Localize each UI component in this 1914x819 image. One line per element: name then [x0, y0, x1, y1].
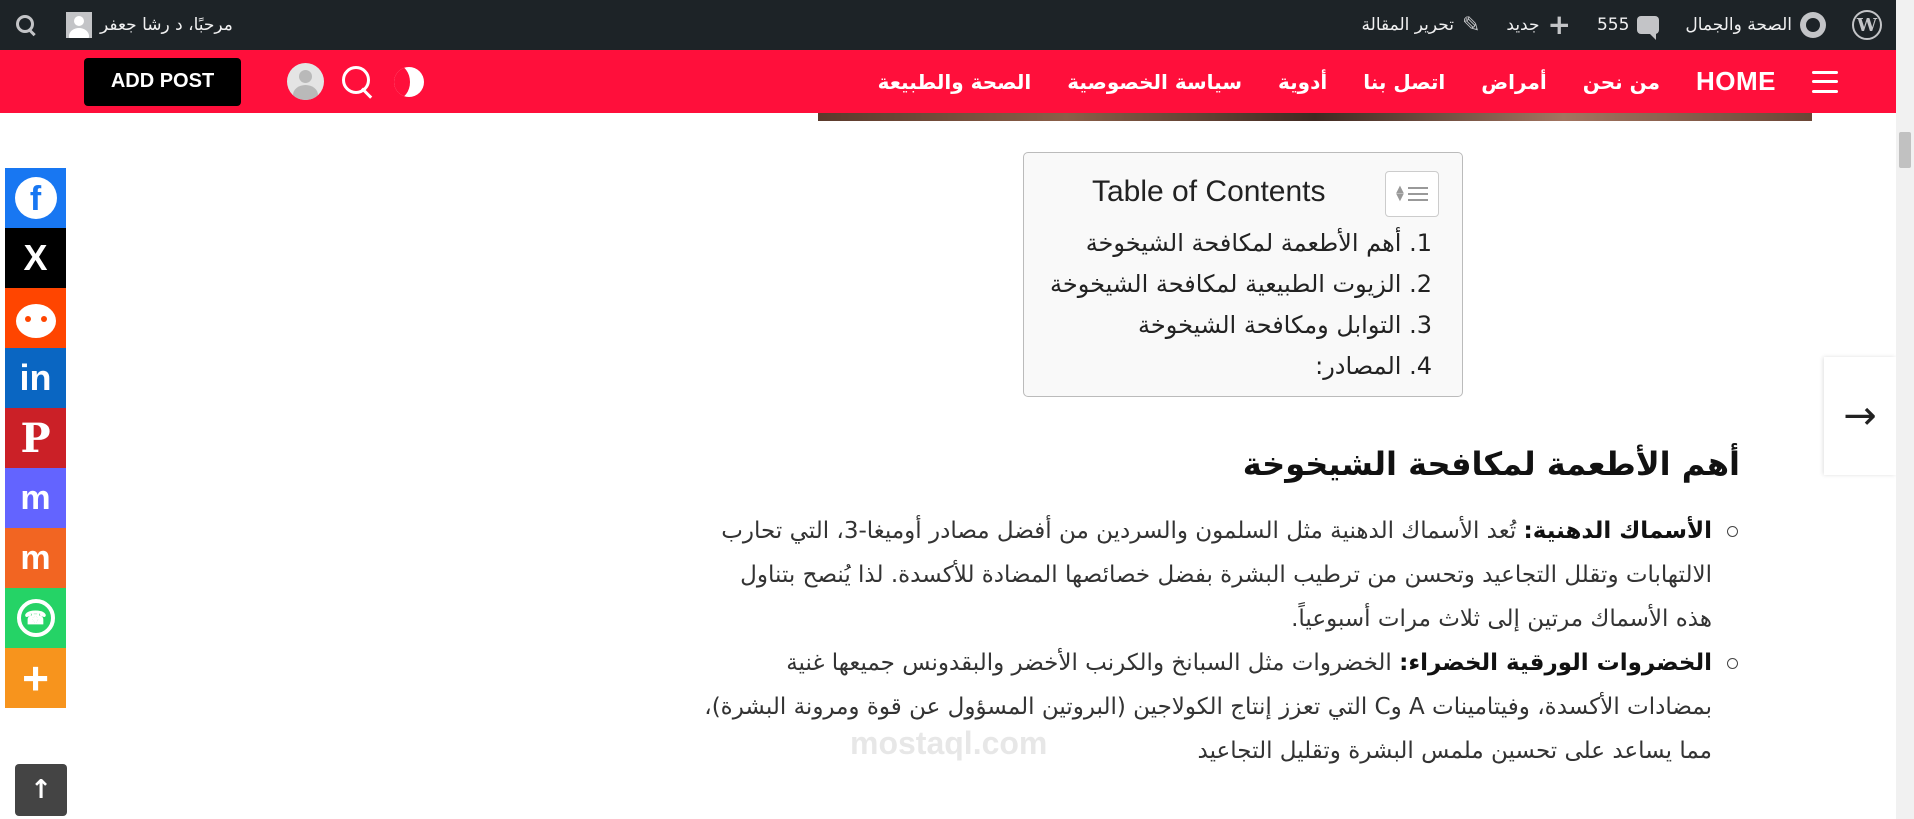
- linkedin-icon: in: [19, 357, 52, 398]
- item-text: الخضروات مثل السبانخ والكرنب الأخضر والبقدونس جميعها غنية بمضادات الأكسدة، وفيتامينات A وC التي تعزز إنتاج الكولاجين (البروتين المسؤول عن قوة ومرونة البشرة)، مما يساعد على تحسين ملمس البشرة وتقليل التجاعيد: [704, 650, 1712, 764]
- reddit-icon: [16, 304, 56, 338]
- dark-mode-toggle-icon[interactable]: [394, 67, 424, 97]
- table-of-contents: [1023, 152, 1463, 397]
- item-term: الخضروات الورقية الخضراء:: [1399, 650, 1712, 676]
- edit-post-menu[interactable]: [1362, 13, 1481, 38]
- toc-item[interactable]: 3. التوابل ومكافحة الشيخوخة: [1137, 311, 1432, 339]
- add-post-button[interactable]: ADD POST: [84, 58, 241, 106]
- reddit-share-button[interactable]: [5, 288, 66, 348]
- pinterest-icon: P: [20, 414, 51, 462]
- whatsapp-icon: ☎: [17, 599, 55, 637]
- comments-menu[interactable]: [1597, 15, 1659, 35]
- back-to-top-button[interactable]: [15, 764, 67, 816]
- toc-list: [1050, 223, 1432, 387]
- toc-toggle-button[interactable]: [1385, 171, 1439, 217]
- facebook-share-button[interactable]: [5, 168, 66, 228]
- mastodon-share-button[interactable]: [5, 468, 66, 528]
- x-icon: X: [23, 237, 48, 278]
- scrollbar-thumb[interactable]: [1899, 132, 1911, 168]
- toc-item[interactable]: 4. المصادر:: [1315, 352, 1432, 380]
- hamburger-menu-icon[interactable]: [1812, 71, 1838, 93]
- item-text: تُعد الأسماك الدهنية مثل السلمون والسردين من أفضل مصادر أوميغا-3، التي تحارب الالتهابات وتقلل التجاعيد وتحسن من ترطيب البشرة بفضل خصائصها المضادة للأكسدة. لذا يُنصح بتناول هذه الأسماك مرتين إلى ثلاث مرات أسبوعياً.: [721, 518, 1712, 632]
- arrow-right-icon: →: [1843, 393, 1877, 439]
- facebook-icon: f: [15, 177, 57, 219]
- list-icon: [1408, 187, 1428, 201]
- toc-item[interactable]: 2. الزيوت الطبيعية لمكافحة الشيخوخة: [1050, 270, 1432, 298]
- main-navigation: [0, 50, 1896, 113]
- site-name: الصحة والجمال: [1685, 15, 1792, 35]
- pencil-icon: ✎: [1461, 12, 1481, 38]
- nav-home[interactable]: HOME: [1696, 66, 1776, 96]
- nav-medicines[interactable]: أدوية: [1278, 69, 1328, 94]
- share-bar: [5, 168, 66, 708]
- wp-logo-menu[interactable]: [1852, 10, 1882, 40]
- foods-list: [700, 509, 1740, 773]
- list-item: [700, 641, 1740, 773]
- linkedin-share-button[interactable]: [5, 348, 66, 408]
- watermark: mostaql.com: [850, 725, 1048, 761]
- arrow-up-icon: ↑: [30, 775, 52, 805]
- dashboard-icon: [1800, 12, 1826, 38]
- plus-icon: +: [1547, 8, 1571, 41]
- new-content-menu[interactable]: [1506, 8, 1571, 41]
- nav-health-nature[interactable]: الصحة والطبيعة: [877, 69, 1032, 94]
- sort-arrows-icon: ▲ ▼: [1396, 184, 1404, 203]
- search-icon[interactable]: [340, 64, 376, 100]
- edit-label: تحرير المقالة: [1361, 15, 1454, 35]
- vertical-scrollbar[interactable]: [1896, 0, 1914, 819]
- nav-contact[interactable]: اتصل بنا: [1363, 69, 1446, 94]
- more-share-button[interactable]: [5, 648, 66, 708]
- nav-about[interactable]: من نحن: [1582, 69, 1660, 94]
- article-content: [700, 445, 1740, 773]
- user-avatar-icon[interactable]: [287, 63, 324, 100]
- site-name-menu[interactable]: [1685, 12, 1826, 38]
- next-post-button[interactable]: [1824, 357, 1896, 475]
- account-menu[interactable]: [66, 12, 233, 38]
- whatsapp-share-button[interactable]: [5, 588, 66, 648]
- nav-tools: [84, 58, 424, 106]
- toc-title: Table of Contents: [1092, 175, 1326, 208]
- nav-privacy[interactable]: سياسة الخصوصية: [1067, 69, 1242, 94]
- user-avatar-icon: [66, 12, 92, 38]
- featured-image: [818, 113, 1812, 121]
- item-term: الأسماك الدهنية:: [1523, 518, 1712, 544]
- pinterest-share-button[interactable]: [5, 408, 66, 468]
- mix-icon: m: [20, 538, 51, 577]
- toc-item[interactable]: 1. أهم الأطعمة لمكافحة الشيخوخة: [1085, 229, 1432, 257]
- mix-share-button[interactable]: [5, 528, 66, 588]
- comment-icon: [1637, 16, 1659, 34]
- section-heading: أهم الأطعمة لمكافحة الشيخوخة: [1242, 445, 1740, 483]
- list-item: [700, 509, 1740, 641]
- nav-diseases[interactable]: أمراض: [1481, 69, 1547, 94]
- x-share-button[interactable]: [5, 228, 66, 288]
- new-label: جديد: [1506, 15, 1540, 35]
- admin-search-icon[interactable]: [14, 13, 38, 37]
- comments-count: 555: [1596, 15, 1630, 35]
- mastodon-icon: m: [20, 478, 51, 517]
- admin-bar: [0, 0, 1896, 50]
- wordpress-icon: W: [1852, 10, 1882, 40]
- greeting: مرحبًا، د رشا جعفر: [100, 15, 233, 35]
- plus-icon: +: [22, 652, 49, 704]
